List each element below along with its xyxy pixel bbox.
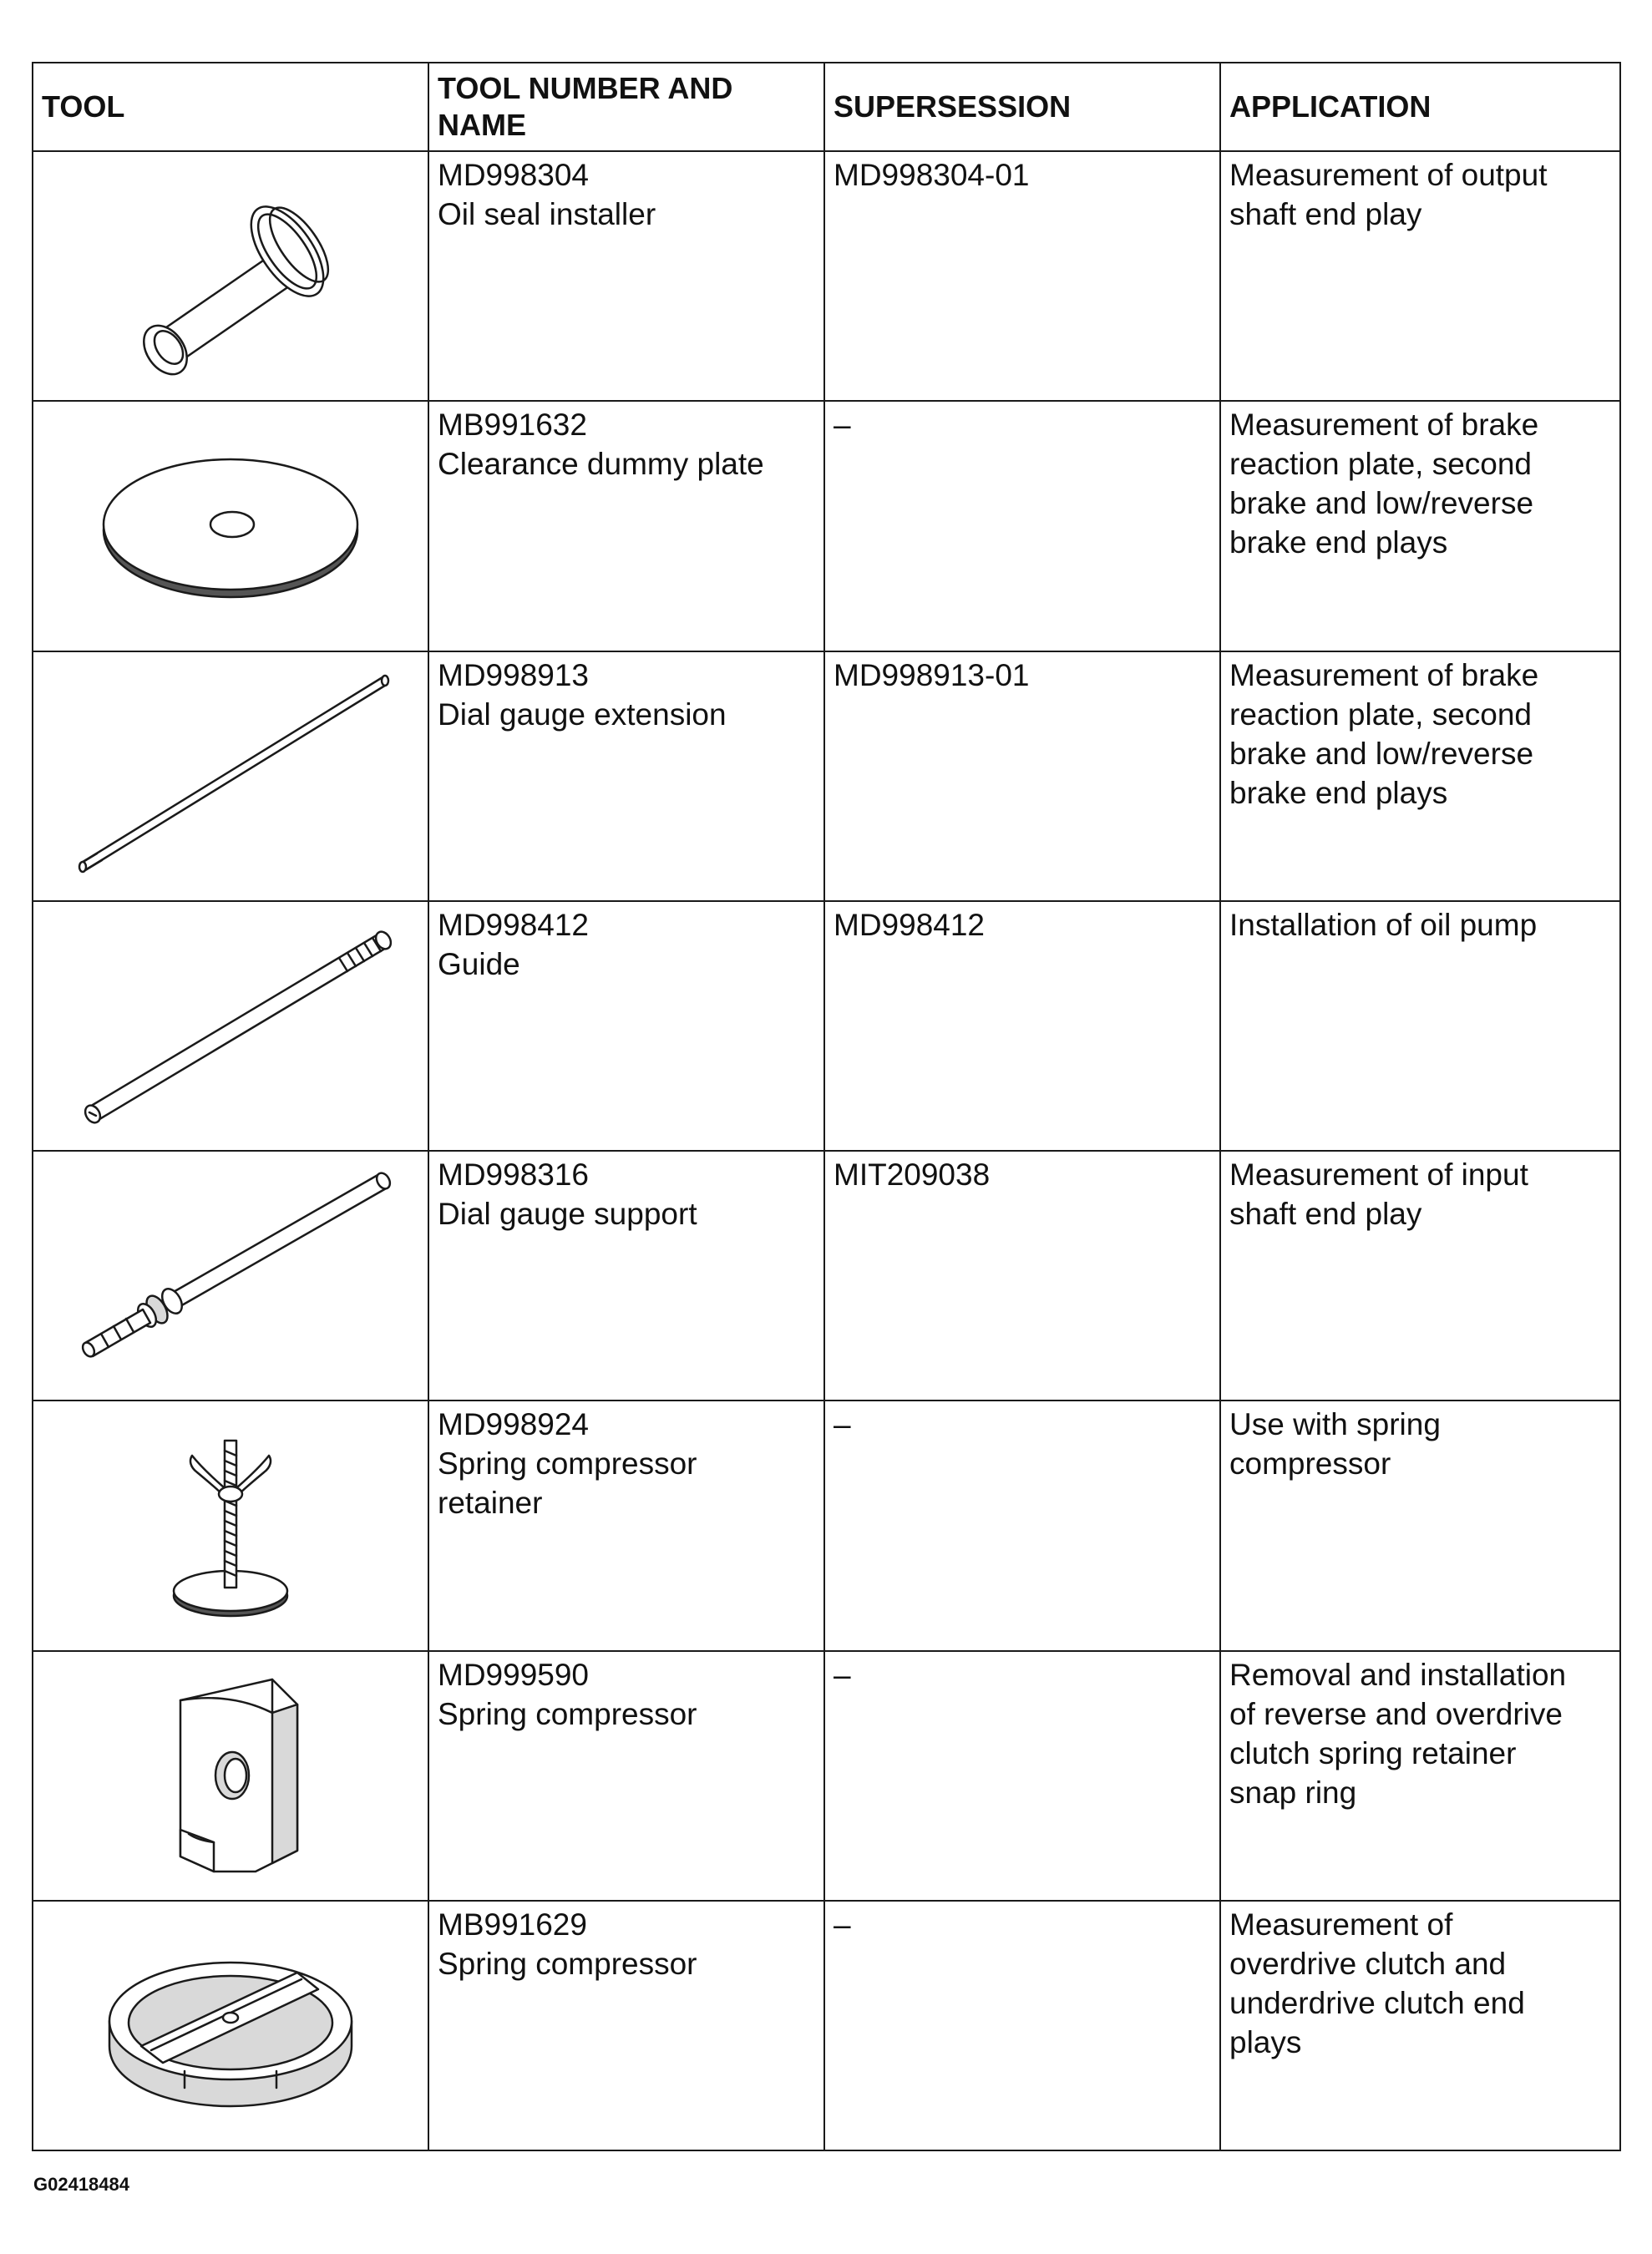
tool-name: Guide bbox=[438, 946, 520, 981]
application-cell: Measurement of overdrive clutch and underdrive clutch end plays bbox=[1220, 1901, 1620, 2150]
application-cell: Measurement of input shaft end play bbox=[1220, 1151, 1620, 1401]
application-cell: Use with spring compressor bbox=[1220, 1401, 1620, 1650]
tool-number-name-cell bbox=[428, 901, 824, 1151]
table-row bbox=[33, 901, 1620, 1151]
tool-number-name-cell bbox=[428, 1651, 824, 1901]
tool-name: Dial gauge extension bbox=[438, 696, 727, 732]
tool-number: MD998304 bbox=[438, 158, 590, 192]
application-cell: Installation of oil pump bbox=[1220, 901, 1620, 1151]
header-application: APPLICATION bbox=[1220, 63, 1620, 151]
tool-number: MD998913 bbox=[438, 657, 590, 692]
figure-code: G02418484 bbox=[33, 2174, 129, 2195]
tool-name: Spring compressor bbox=[438, 1946, 697, 1981]
supersession-cell: MD998304-01 bbox=[824, 151, 1220, 401]
tool-image-cell bbox=[33, 151, 428, 401]
supersession-cell: – bbox=[824, 1651, 1220, 1901]
oil-seal-installer-icon bbox=[105, 176, 356, 377]
application-cell: Measurement of brake reaction plate, second brake and low/reverse brake end plays bbox=[1220, 401, 1620, 651]
supersession-cell: MD998412 bbox=[824, 901, 1220, 1151]
tool-name: Dial gauge support bbox=[438, 1197, 697, 1231]
supersession-cell: – bbox=[824, 1401, 1220, 1650]
tool-number: MD998412 bbox=[438, 907, 590, 942]
tool-image-cell bbox=[33, 1901, 428, 2150]
guide-icon bbox=[55, 909, 406, 1142]
special-tools-table bbox=[32, 62, 1621, 2151]
header-tool-number-and-name: TOOL NUMBER AND NAME bbox=[428, 63, 824, 151]
table-row bbox=[33, 151, 1620, 401]
supersession-cell: – bbox=[824, 1901, 1220, 2150]
application-cell: Measurement of brake reaction plate, second brake and low/reverse brake end plays bbox=[1220, 651, 1620, 901]
spring-compressor-ring-icon bbox=[93, 1929, 368, 2121]
tool-number: MB991632 bbox=[438, 408, 587, 443]
spring-compressor-block-icon bbox=[130, 1663, 331, 1888]
table-row bbox=[33, 1151, 1620, 1401]
tool-name: retainer bbox=[438, 1486, 543, 1521]
supersession-cell: MD998913-01 bbox=[824, 651, 1220, 901]
tool-name: Spring compressor bbox=[438, 1696, 697, 1731]
dial-gauge-extension-icon bbox=[55, 659, 406, 893]
tool-number: MD998924 bbox=[438, 1407, 590, 1442]
dial-gauge-support-icon bbox=[55, 1159, 406, 1393]
clearance-dummy-plate-icon bbox=[89, 434, 372, 618]
tool-number-name-cell bbox=[428, 1401, 824, 1650]
table-header-row bbox=[33, 63, 1620, 151]
tool-name: Spring compressor bbox=[438, 1446, 697, 1482]
tool-number-name-cell bbox=[428, 1151, 824, 1401]
table-row bbox=[33, 1651, 1620, 1901]
tool-name: Clearance dummy plate bbox=[438, 447, 764, 482]
tool-number-name-cell bbox=[428, 151, 824, 401]
table-row bbox=[33, 1401, 1620, 1650]
tool-number: MB991629 bbox=[438, 1907, 587, 1942]
tool-image-cell bbox=[33, 901, 428, 1151]
tool-image-cell bbox=[33, 401, 428, 651]
application-cell: Removal and installation of reverse and overdrive clutch spring retainer snap ring bbox=[1220, 1651, 1620, 1901]
table-row bbox=[33, 651, 1620, 901]
tool-number-name-cell bbox=[428, 1901, 824, 2150]
tool-number: MD999590 bbox=[438, 1657, 590, 1692]
table-row bbox=[33, 1901, 1620, 2150]
supersession-cell: MIT209038 bbox=[824, 1151, 1220, 1401]
tool-name: Oil seal installer bbox=[438, 197, 656, 231]
header-supersession: SUPERSESSION bbox=[824, 63, 1220, 151]
tool-image-cell bbox=[33, 1151, 428, 1401]
tool-number: MD998316 bbox=[438, 1157, 590, 1192]
header-tool: TOOL bbox=[33, 63, 428, 151]
application-cell: Measurement of output shaft end play bbox=[1220, 151, 1620, 401]
table-row bbox=[33, 401, 1620, 651]
tool-number-name-cell bbox=[428, 651, 824, 901]
tool-image-cell bbox=[33, 1401, 428, 1650]
tool-number-name-cell bbox=[428, 401, 824, 651]
tool-image-cell bbox=[33, 651, 428, 901]
spring-compressor-retainer-icon bbox=[130, 1417, 331, 1634]
supersession-cell: – bbox=[824, 401, 1220, 651]
tool-image-cell bbox=[33, 1651, 428, 1901]
